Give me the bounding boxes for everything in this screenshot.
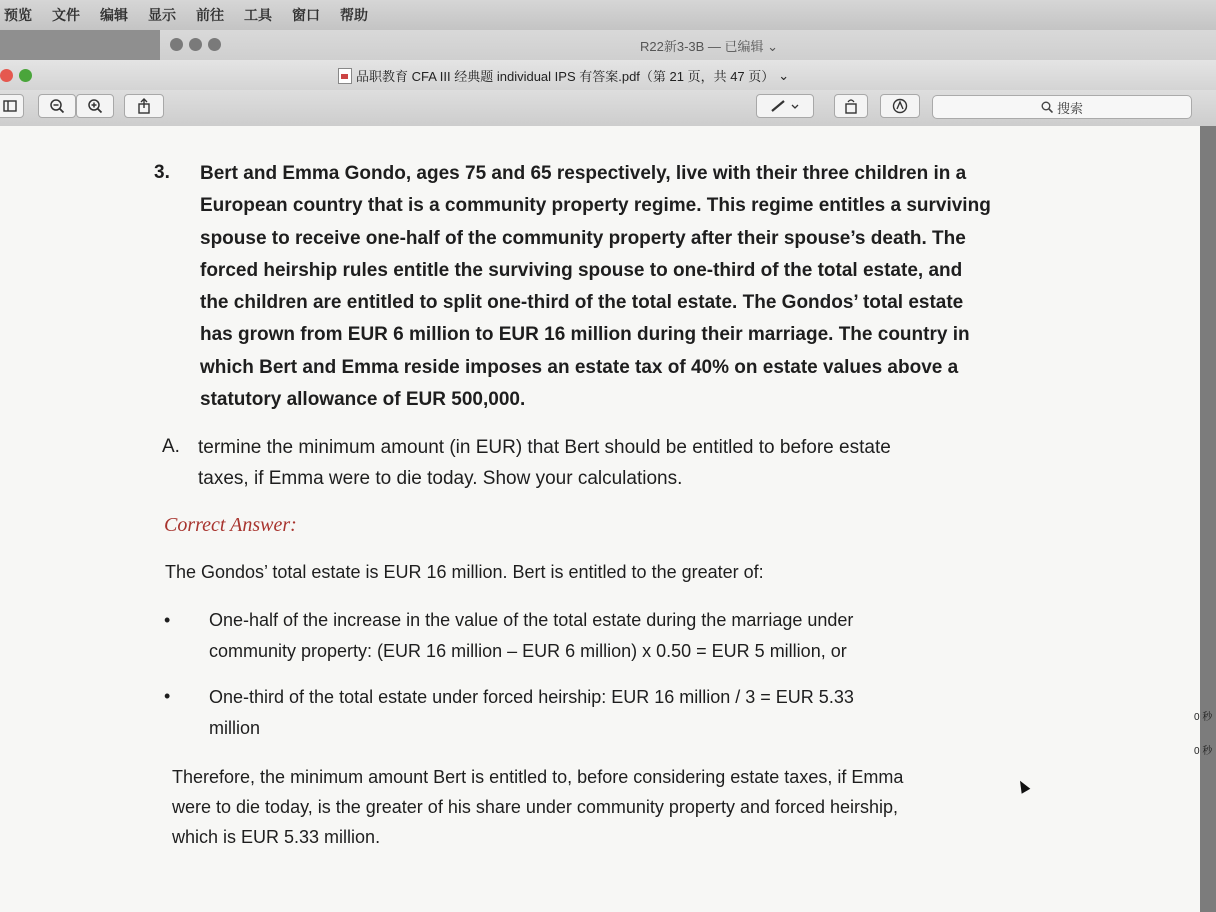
menu-help[interactable]: 帮助	[340, 7, 368, 23]
zoom-out-icon	[49, 98, 65, 114]
window-controls	[0, 69, 32, 82]
question-number: 3.	[154, 162, 170, 183]
conclusion-line: which is EUR 5.33 million.	[172, 827, 381, 847]
bullet-icon: •	[164, 686, 171, 706]
bullet-item	[209, 682, 1001, 744]
background-window[interactable]	[160, 30, 1216, 61]
answer-heading: Correct Answer:	[164, 514, 297, 536]
bullet-line: One-half of the increase in the value of the total estate during the marriage under	[209, 610, 854, 630]
question-line: which Bert and Emma reside imposes an estate tax of 40% on estate values above a	[200, 356, 959, 378]
window-title-bar	[0, 60, 1216, 90]
bullet-line: million	[209, 718, 261, 738]
window-title-text: 品职教育 CFA III 经典题 individual IPS 有答案.pdf（第 21 页，共 47 页）	[356, 69, 775, 84]
chevron-down-icon[interactable]: ⌄	[778, 67, 790, 83]
part-line: termine the minimum amount (in EUR) that Bert should be entitled to before estate	[198, 437, 891, 458]
zoom-out-button[interactable]	[38, 94, 76, 118]
question-line: has grown from EUR 6 million to EUR 16 million during their marriage. The country in	[200, 324, 970, 346]
bullet-item	[209, 605, 1001, 667]
bullet-line: community property: (EUR 16 million – EUR 6 million) x 0.50 = EUR 5 million, or	[209, 641, 847, 661]
search-input[interactable]	[932, 95, 1192, 119]
menu-preview[interactable]: 预览	[4, 7, 32, 23]
markup-pen-button[interactable]	[756, 94, 814, 118]
menu-go[interactable]: 前往	[196, 7, 224, 23]
menu-window[interactable]: 窗口	[292, 7, 320, 23]
menu-edit[interactable]: 编辑	[100, 7, 128, 23]
minimize-icon[interactable]	[189, 38, 202, 51]
bullet-line: One-third of the total estate under forced heirship: EUR 16 million / 3 = EUR 5.33	[209, 687, 854, 707]
zoom-in-icon	[87, 98, 103, 114]
side-panel-label: 0 秒	[1194, 746, 1213, 757]
markup-toolbar-button[interactable]	[880, 94, 920, 118]
background-window-title: R22新3-3B — 已编辑 ⌄	[640, 39, 779, 54]
question-line: spouse to receive one-half of the community property after their spouse’s death. The	[200, 227, 966, 249]
answer-intro: The Gondos’ total estate is EUR 16 million. Bert is entitled to the greater of:	[165, 562, 764, 582]
share-button[interactable]	[124, 94, 164, 118]
menu-bar	[0, 0, 1216, 30]
side-panel-label: 0 秒	[1194, 712, 1213, 723]
menu-file[interactable]: 文件	[52, 7, 80, 23]
search-placeholder: 搜索	[1056, 100, 1083, 116]
search-icon	[1041, 101, 1053, 113]
markup-icon	[892, 98, 908, 114]
window-title[interactable]	[338, 66, 789, 85]
zoom-icon[interactable]	[208, 38, 221, 51]
document-viewport[interactable]	[0, 126, 1216, 912]
answer-conclusion	[172, 762, 1002, 852]
toolbar	[0, 90, 1216, 127]
pdf-document-icon	[338, 68, 352, 84]
menu-tools[interactable]: 工具	[244, 7, 272, 23]
question-line: Bert and Emma Gondo, ages 75 and 65 respectively, live with their three children in a	[200, 163, 967, 184]
question-line: European country that is a community property regime. This regime entitles a surviving	[200, 195, 991, 217]
question-line: forced heirship rules entitle the surviving spouse to one-third of the total estate, and	[200, 259, 963, 281]
part-question	[198, 432, 1010, 494]
close-icon[interactable]	[170, 38, 183, 51]
rotate-icon	[843, 98, 859, 114]
background-window-controls	[170, 38, 221, 51]
question-line: the children are entitled to split one-third of the total estate. The Gondos’ total estate	[200, 292, 964, 314]
conclusion-line: were to die today, is the greater of his share under community property and forced heirship,	[172, 797, 899, 817]
pen-icon	[770, 99, 800, 113]
question-line: statutory allowance of EUR 500,000.	[200, 389, 526, 411]
pdf-page	[0, 126, 1200, 912]
sidebar-icon	[3, 100, 17, 112]
menu-view[interactable]: 显示	[148, 7, 176, 23]
part-letter: A.	[162, 436, 180, 457]
zoom-icon[interactable]	[19, 69, 32, 82]
share-icon	[137, 98, 151, 114]
question-text	[200, 158, 1016, 416]
rotate-button[interactable]	[834, 94, 868, 118]
bullet-icon: •	[164, 610, 171, 630]
close-icon[interactable]	[0, 69, 13, 82]
part-line: taxes, if Emma were to die today. Show your calculations.	[198, 468, 683, 489]
conclusion-line: Therefore, the minimum amount Bert is entitled to, before considering estate taxes, if Emma	[172, 767, 904, 787]
zoom-in-button[interactable]	[76, 94, 114, 118]
sidebar-toggle-button[interactable]	[0, 94, 24, 118]
